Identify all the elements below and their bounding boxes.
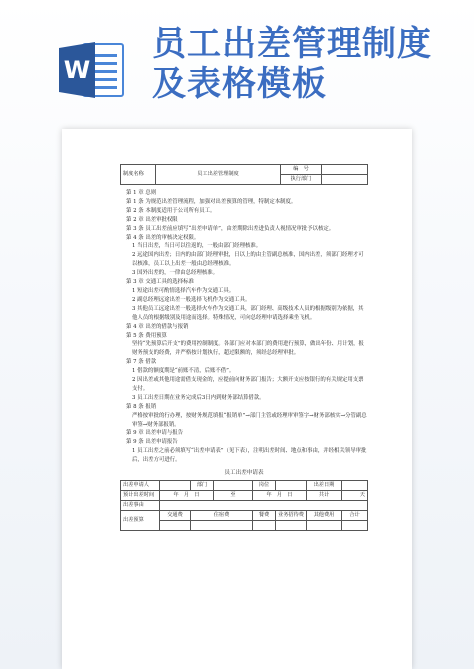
form-row-period	[121, 491, 368, 501]
hero-title	[152, 24, 462, 104]
header-dept-value	[322, 175, 368, 185]
form-cell	[307, 521, 342, 531]
body-line: 严格按审批的行办理，按财务规范填报“报销单”→部门主管或经理审审签字→财务部核实→分管副总审签→财务部报销。	[132, 412, 367, 428]
body-line: 第 1 条 为规范出差管理流程，加强对出差预算的管理，特制定本制度。	[126, 198, 297, 205]
form-cell: 部门	[191, 481, 214, 491]
body-line: 3 员工出差日期在业务完成后3日内到财务部结算借款。	[132, 394, 265, 401]
form-cell: 年 月 日	[253, 491, 307, 501]
body-line: 第 9 章 出差申请与报告	[126, 430, 184, 437]
body-line: 第 2 条 本制度适用于公司所有员工。	[126, 207, 216, 214]
body-line: 第 3 章 交通工具的选择标准	[126, 279, 194, 286]
form-cell: 年 月 日	[160, 491, 214, 501]
form-cell: 出差日期	[307, 481, 342, 491]
form-cell: 业务招待费	[276, 511, 307, 521]
body-line: 3 其他员工远途出差一般选择火车作为交通工具，部门经理、高级技术人员的根据级别为依据，其他人员的根据级别及用途而选择。特殊情况，可向总经理申请选择乘坐飞机。	[132, 305, 364, 321]
body-line: 1 借款的额度期是“前账不清，后账不借”。	[132, 368, 235, 375]
form-cell: 合计	[342, 511, 368, 521]
travel-request-form	[120, 480, 368, 531]
body-line: 2 远途国内出差；日内的由部门经理审批，日以上的由主管副总核准，国内出差，须部门经理才可以核准，员工以上出差一般由总经理核准。	[132, 252, 364, 268]
form-cell	[160, 481, 191, 491]
body-line: 1 短途出差可酌情选择汽车作为交通工具。	[132, 287, 235, 294]
body-line: 第 1 章 总则	[126, 190, 157, 196]
document-content	[120, 164, 368, 531]
header-number-value	[322, 165, 368, 175]
form-cell: 餐费	[253, 511, 276, 521]
form-cell: 共计	[307, 491, 342, 501]
body-line: 第 3 条 员工出差前应填写“出差申请单”，由差期除出差进负责人视情况审批予以核定。	[126, 225, 335, 232]
body-line: 第 9 条 出差申请报告	[126, 439, 178, 446]
form-cell: 出差预算	[121, 511, 160, 531]
body-line: 2 因出差或其他用途需借支现金的，应提前向财务部门报告；大额开支应按银行的有关规定用支票支付。	[132, 377, 364, 392]
header-dept-label: 执行部门	[281, 175, 322, 185]
body-line: 坚持“先预算后开支”的费用控制制度。各部门应对本部门的费用进行预算，做出年份、月计划，报财务预支的经费，并严格按计划执行，超过限额的，须经总经理审批。	[132, 341, 364, 357]
document-header-table	[120, 164, 368, 185]
form-cell: 至	[214, 491, 253, 501]
form-cell	[276, 521, 307, 531]
document-body	[120, 189, 368, 465]
word-doc-icon	[57, 40, 127, 100]
form-cell: 岗位	[253, 481, 276, 491]
body-line: 1 当日出差，当日可以往返的，一般由部门经理核准。	[132, 243, 262, 250]
body-line: 第 4 条 出差的审核决定权限。	[126, 234, 200, 241]
body-line: 第 8 条 报销	[126, 403, 157, 410]
form-cell: 预计出差时间	[121, 491, 160, 501]
form-cell	[214, 481, 253, 491]
form-title: 员工出差申请表	[224, 470, 264, 477]
form-cell	[160, 521, 191, 531]
header-label-cell: 制度名称	[121, 165, 156, 185]
word-logo-letter: W	[63, 56, 91, 84]
form-cell: 出差申请人	[121, 481, 160, 491]
body-line: 第 2 章 出差审批权限	[126, 216, 178, 223]
body-line: 第 4 章 出差的借款与报销	[126, 323, 189, 330]
body-line: 第 5 条 费用预算	[126, 332, 167, 339]
form-cell	[342, 521, 368, 531]
form-cell: 天	[342, 491, 368, 501]
body-line: 1 员工出差之前必须填写“出差申请表”（见下表），注明出差时间、地点和事由，并经相关领导审批后，出差方可进行。	[132, 448, 367, 464]
form-cell	[253, 521, 276, 531]
form-row-reason	[121, 501, 368, 511]
header-number-label: 编 号	[281, 165, 322, 175]
form-cell	[342, 481, 368, 491]
form-cell	[191, 521, 253, 531]
hero-title-line-1: 员工出差管理制度	[152, 24, 432, 64]
form-cell: 住宿费	[191, 511, 253, 521]
form-cell: 其他费用	[307, 511, 342, 521]
form-cell	[160, 501, 368, 511]
header-name-cell: 员工出差管理制度	[156, 165, 281, 185]
body-line: 2 副总经理远途出差一般选择飞机作为交通工具。	[132, 296, 251, 303]
body-line: 第 7 条 借款	[126, 359, 157, 366]
form-cell: 出差事由	[121, 501, 160, 511]
hero-title-line-2: 及表格模板	[152, 64, 327, 104]
form-row-applicant	[121, 481, 368, 491]
body-line: 3 国外出差的，一律由总经理核准。	[132, 270, 219, 277]
form-cell	[276, 481, 307, 491]
form-row-budget-header	[121, 511, 368, 521]
form-cell: 交通费	[160, 511, 191, 521]
